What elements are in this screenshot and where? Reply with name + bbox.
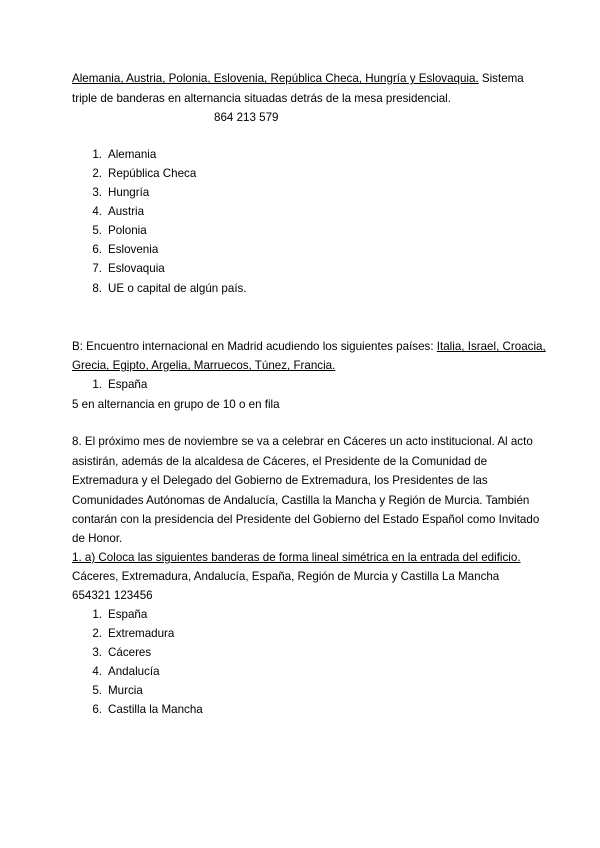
list-item-number: 6. [92, 243, 102, 256]
list-item-label: Murcia [108, 684, 143, 697]
list-item-number: 4. [92, 665, 102, 678]
list-item-label: Polonia [108, 224, 147, 237]
list-item-number: 3. [92, 186, 102, 199]
list-item-label: Alemania [108, 148, 157, 161]
section3-p4: Comunidades Autónomas de Andalucía, Castilla la Mancha y Región de Murcia. También [72, 494, 530, 507]
section1-order: 864 213 579 [214, 111, 279, 124]
list-item-label: Andalucía [108, 665, 160, 678]
section3-p6: de Honor. [72, 532, 123, 545]
section3-flags: Cáceres, Extremadura, Andalucía, España, Región de Murcia y Castilla La Mancha [72, 570, 500, 583]
list-item-number: 1. [92, 148, 102, 161]
section3-p5: contarán con la presidencia del Presidente del Gobierno del Estado Español como Invitado [72, 513, 540, 526]
list-item-number: 5. [92, 684, 102, 697]
list-item-label: España [108, 608, 148, 621]
list-item-label: Cáceres [108, 646, 152, 659]
list-item-number: 7. [92, 262, 102, 275]
section3-p2: asistirán, además de la alcaldesa de Cáceres, el Presidente de la Comunidad de [72, 455, 488, 468]
list-item-label: Austria [108, 205, 145, 218]
list-item-label: España [108, 378, 148, 391]
section3-task: 1. a) Coloca las siguientes banderas de forma lineal simétrica en la entrada del edificio. [72, 551, 521, 564]
list-item-label: República Checa [108, 167, 197, 180]
list-item-number: 5. [92, 224, 102, 237]
list-item-number: 4. [92, 205, 102, 218]
section1-text-after: Sistema [478, 72, 524, 85]
section2-note: 5 en alternancia en grupo de 10 o en fila [72, 398, 280, 411]
section2-countries-b: Grecia, Egipto, Argelia, Marruecos, Túnez, Francia. [72, 359, 336, 372]
list-item-label: Eslovenia [108, 243, 159, 256]
list-item-label: Hungría [108, 186, 150, 199]
section2-intro: B: Encuentro internacional en Madrid acudiendo los siguientes países: [72, 340, 437, 353]
list-item-number: 8. [92, 282, 102, 295]
section3-p1: 8. El próximo mes de noviembre se va a celebrar en Cáceres un acto institucional. Al acto [72, 435, 533, 448]
list-item-number: 6. [92, 703, 102, 716]
list-item-label: Extremadura [108, 627, 175, 640]
list-item-number: 3. [92, 646, 102, 659]
list-item-label: Castilla la Mancha [108, 703, 203, 716]
section2-countries-a: Italia, Israel, Croacia, [436, 340, 546, 353]
list-item-number: 1. [92, 608, 102, 621]
section1-line1 [72, 72, 524, 86]
section1-countries: Alemania, Austria, Polonia, Eslovenia, República Checa, Hungría y Eslovaquia. [72, 72, 479, 85]
section2-line1 [72, 340, 546, 354]
list-item-number: 2. [92, 167, 102, 180]
list-item-number: 2. [92, 627, 102, 640]
section3-order: 654321 123456 [72, 589, 153, 602]
section1-line2: triple de banderas en alternancia situadas detrás de la mesa presidencial. [72, 92, 451, 105]
section3-p3: Extremadura y el Delegado del Gobierno de Extremadura, los Presidentes de las [72, 474, 488, 487]
list-item-number: 1. [92, 378, 102, 391]
list-item-label: UE o capital de algún país. [108, 282, 247, 295]
list-item-label: Eslovaquia [108, 262, 165, 275]
